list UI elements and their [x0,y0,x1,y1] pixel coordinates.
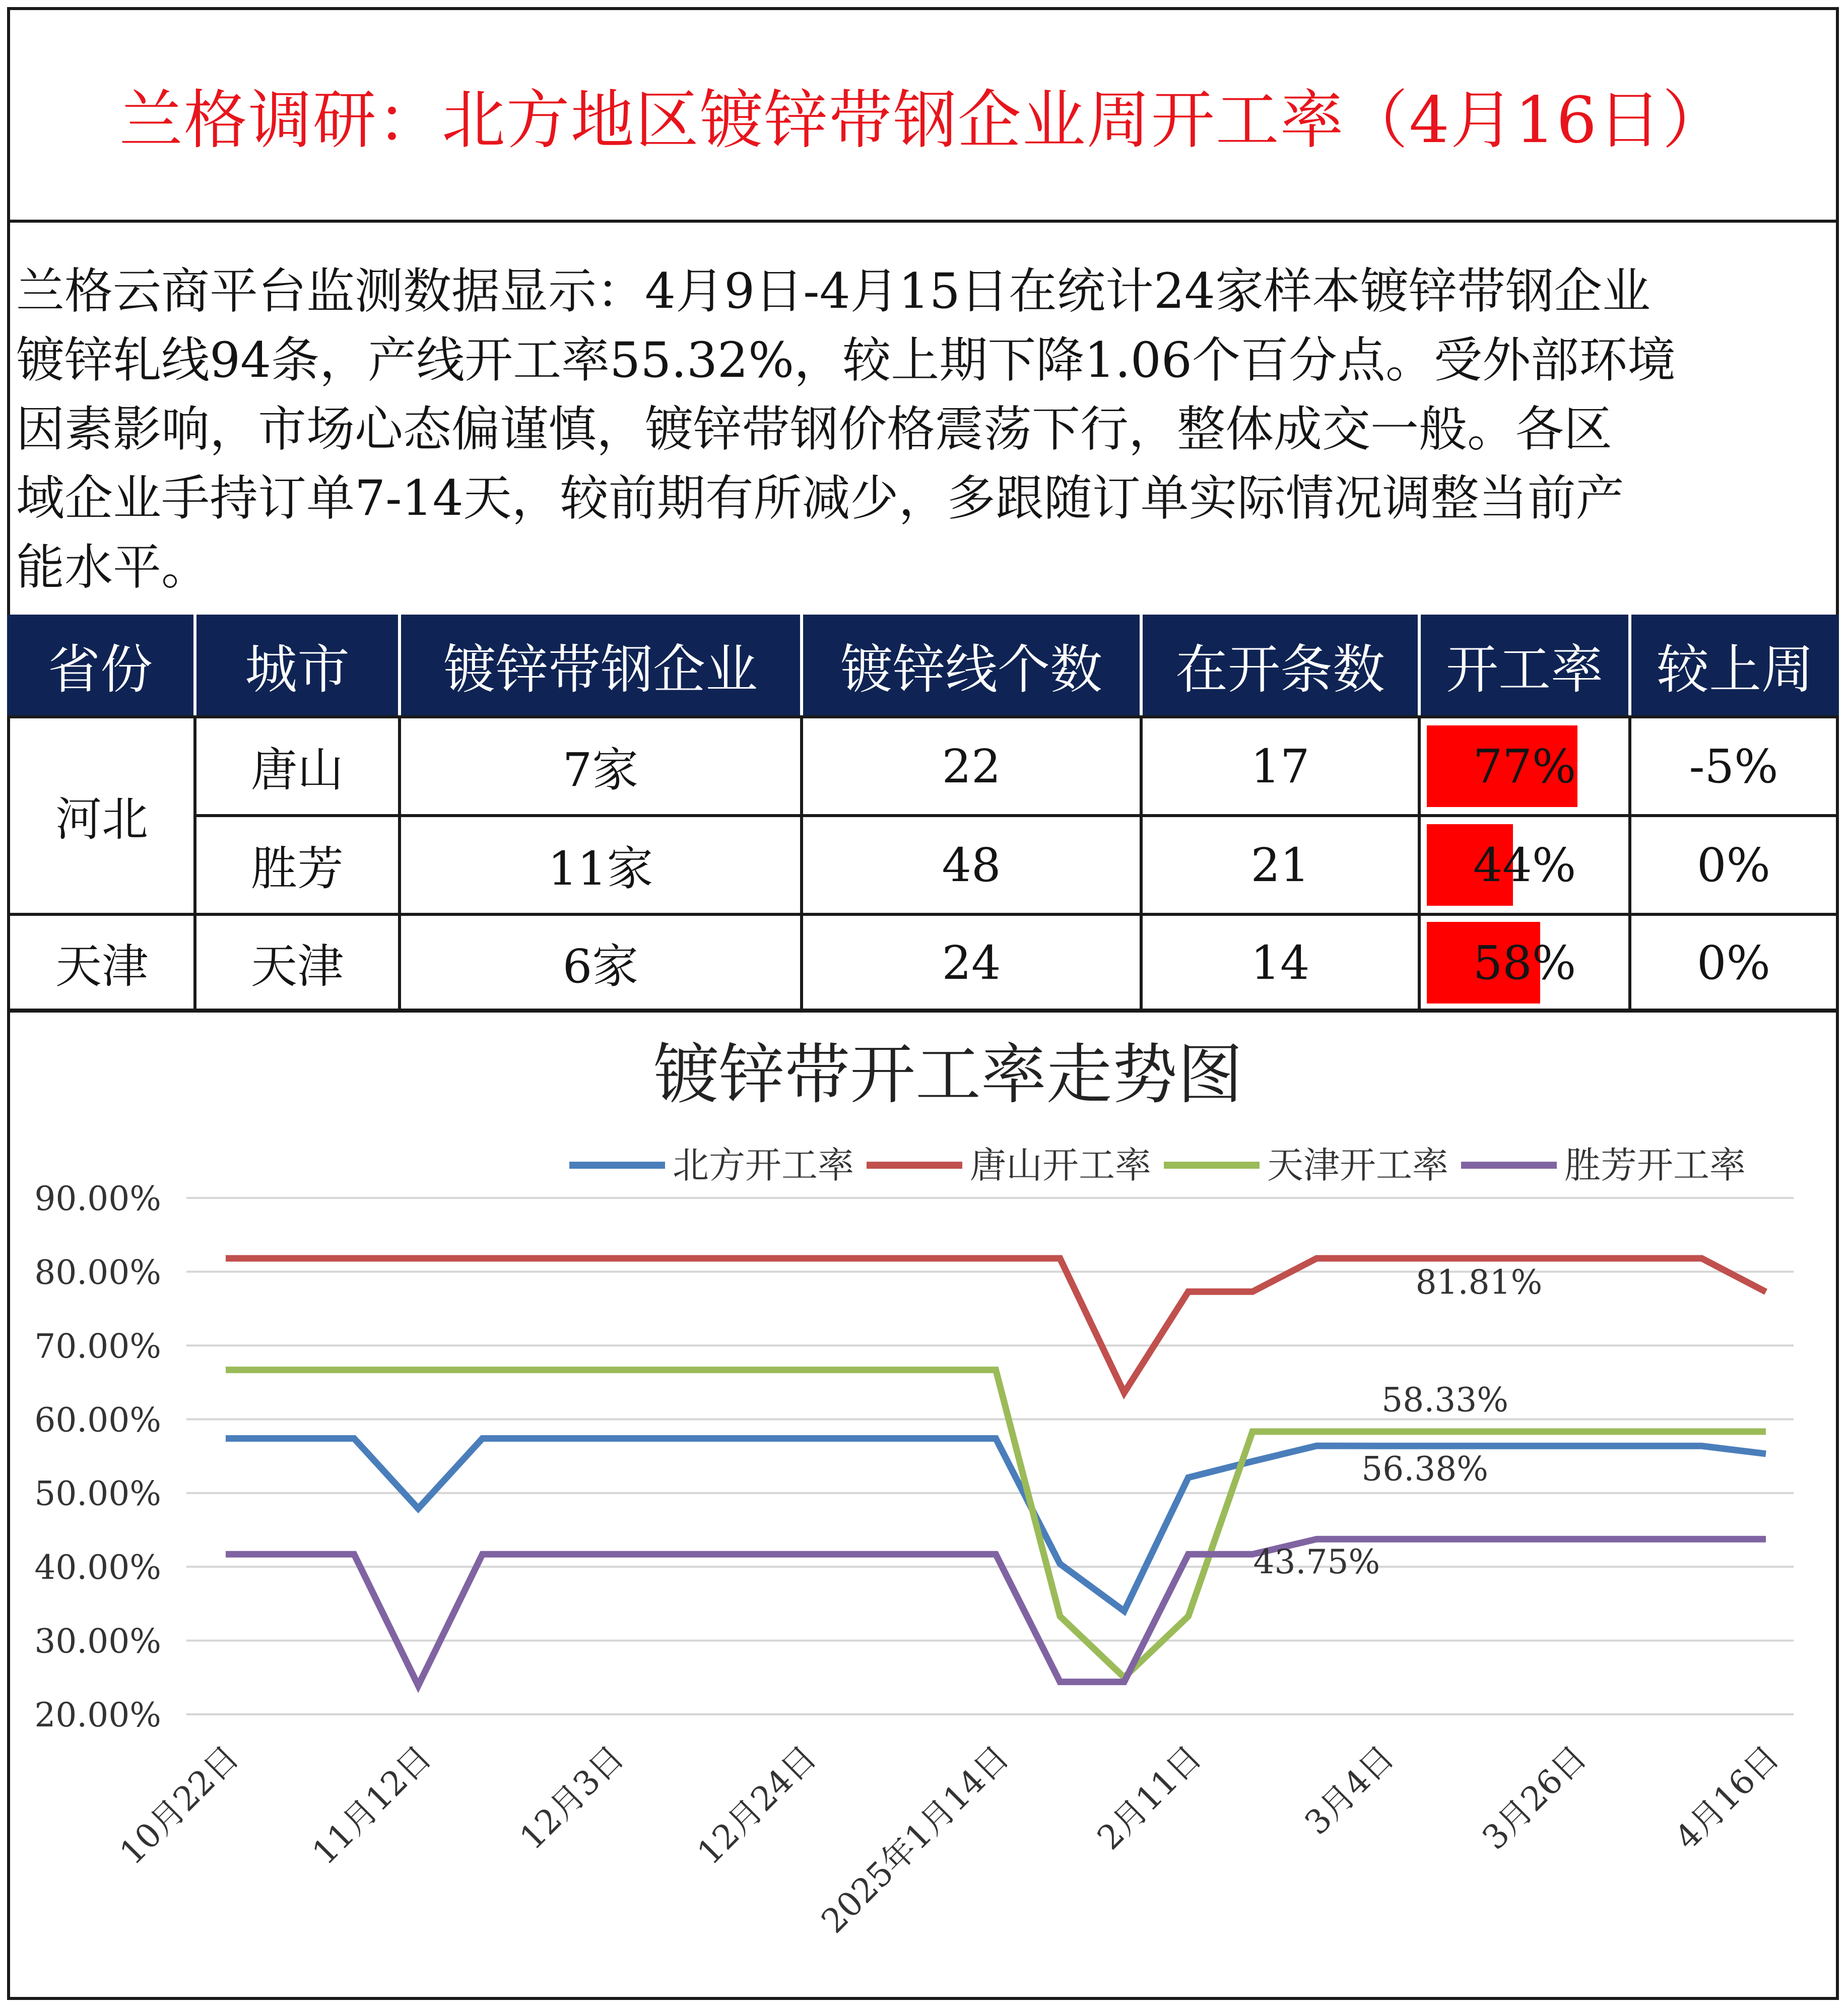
x-tick-label: 12月24日 [690,1737,824,1873]
companies-cell: 11家 [548,842,653,896]
header-open-lines: 在开条数 [1143,615,1418,715]
x-tick-label: 2025年1月14日 [814,1737,1017,1941]
data-label: 81.81% [1415,1262,1543,1302]
summary-line: 兰格云商平台监测数据显示：4月9日-4月15日在统计24家样本镀锌带钢企业 [16,263,1651,319]
chart-panel [7,1009,1839,2000]
y-axis [34,1179,161,1734]
summary-line: 能水平。 [16,539,210,595]
change-cell: 0% [1697,838,1770,892]
page-title: 兰格调研：北方地区镀锌带钢企业周开工率（4月16日） [119,83,1727,157]
lines-cell: 24 [942,935,1001,990]
header-change: 较上周 [1631,615,1839,715]
summary-line: 因素影响，市场心态偏谨慎，镀锌带钢价格震荡下行，整体成交一般。各区 [16,401,1612,457]
companies-cell: 6家 [562,940,639,993]
header-divider [398,615,401,715]
chart-grid [186,1198,1794,1714]
legend-label: 胜芳开工率 [1564,1144,1746,1186]
chart-annotations [1253,1263,1543,1581]
header-province: 省份 [7,615,193,715]
rate-cell: 44% [1473,838,1576,892]
col-divider [1836,715,1839,1013]
x-tick-label: 11月12日 [304,1737,439,1873]
header-rate: 开工率 [1421,615,1628,715]
header-lines: 镀锌线个数 [803,615,1140,715]
data-label: 56.38% [1361,1449,1488,1489]
summary-text [16,257,1830,602]
y-tick-label: 50.00% [34,1474,161,1513]
summary-line: 镀锌轧线94条，产线开工率55.32%，较上期下降1.06个百分点。受外部环境 [16,332,1676,388]
rate-cell: 58% [1473,935,1576,990]
data-label: 43.75% [1253,1543,1380,1582]
header-companies: 镀锌带钢企业 [401,615,800,715]
companies-cell: 7家 [562,743,639,797]
open-lines-cell: 21 [1250,838,1310,892]
header-divider [1628,615,1631,715]
line-chart [10,1012,1836,1997]
chart-title: 镀锌带开工率走势图 [653,1036,1243,1113]
legend-label: 唐山开工率 [970,1144,1152,1186]
x-tick-label: 3月26日 [1475,1737,1595,1857]
province-cell: 天津 [55,940,148,993]
series-line [226,1438,1766,1611]
province-cell: 河北 [55,792,148,846]
city-cell: 胜芳 [250,842,344,896]
lines-cell: 48 [942,838,1001,892]
open-lines-cell: 14 [1250,935,1310,990]
x-tick-label: 4月16日 [1667,1737,1787,1857]
summary-line: 域企业手持订单7-14天，较前期有所减少，多跟随订单实际情况调整当前产 [16,470,1624,526]
y-tick-label: 80.00% [34,1253,161,1292]
x-tick-label: 3月4日 [1297,1737,1402,1843]
x-tick-label: 10月22日 [112,1737,247,1873]
y-tick-label: 90.00% [34,1179,161,1218]
lines-cell: 22 [942,739,1001,793]
operating-rate-table [7,615,1839,1013]
header-divider [193,615,196,715]
header-divider [1418,615,1421,715]
chart-series [226,1258,1766,1686]
change-cell: -5% [1689,739,1778,793]
legend-label: 天津开工率 [1267,1144,1449,1186]
x-tick-label: 12月3日 [512,1737,632,1857]
y-tick-label: 20.00% [34,1696,161,1734]
y-tick-label: 40.00% [34,1548,161,1587]
open-lines-cell: 17 [1250,739,1310,793]
change-cell: 0% [1697,935,1770,990]
y-tick-label: 70.00% [34,1326,161,1366]
header-divider [1140,615,1143,715]
chart-legend [569,1144,1746,1186]
legend-label: 北方开工率 [673,1144,854,1186]
title-box [7,7,1839,223]
city-cell: 唐山 [250,743,344,797]
rate-cell: 77% [1473,739,1576,793]
y-tick-label: 30.00% [34,1622,161,1661]
series-line [226,1370,1766,1678]
header-city: 城市 [196,615,398,715]
x-tick-label: 2月11日 [1090,1737,1209,1857]
series-line [226,1539,1766,1686]
header-divider [800,615,803,715]
city-cell: 天津 [250,940,344,993]
data-label: 58.33% [1381,1380,1508,1420]
y-tick-label: 60.00% [34,1400,161,1440]
x-axis [112,1738,1787,1941]
